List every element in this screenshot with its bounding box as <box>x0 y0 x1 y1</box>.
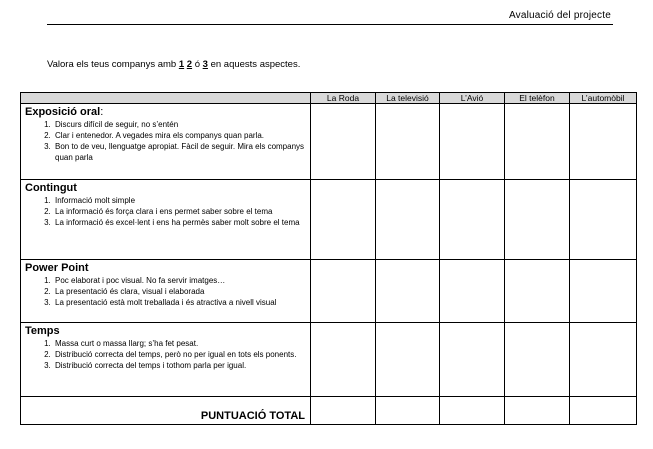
criterion-levels <box>25 338 306 371</box>
criterion-title-text: Exposició oral <box>25 106 101 118</box>
total-row <box>21 397 637 425</box>
total-score-cell[interactable] <box>440 397 505 425</box>
criterion-cell <box>21 180 311 260</box>
total-score-cell[interactable] <box>570 397 637 425</box>
header-corner-cell <box>21 93 311 104</box>
score-cell[interactable] <box>440 323 505 397</box>
level-item: 2. La presentació és clara, visual i elaborada <box>53 286 306 297</box>
score-separator: ó <box>192 59 203 70</box>
level-item: 3. Distribució correcta del temps i tothom parla per igual. <box>53 360 306 371</box>
score-option-2: 2 <box>186 59 193 70</box>
score-cell[interactable] <box>311 260 376 323</box>
score-cell[interactable] <box>376 104 440 180</box>
score-cell[interactable] <box>376 260 440 323</box>
level-item: 2. Clar i entenedor. A vegades mira els companys quan parla. <box>53 130 306 141</box>
column-header-la-roda: La Roda <box>311 93 376 104</box>
score-option-1: 1 <box>178 59 185 70</box>
criterion-row-temps <box>21 323 637 397</box>
score-cell[interactable] <box>570 323 637 397</box>
criterion-cell <box>21 104 311 180</box>
table-header-row <box>21 93 637 104</box>
column-header-lautomobil: L’automòbil <box>570 93 637 104</box>
criterion-levels <box>25 195 306 228</box>
score-cell[interactable] <box>570 104 637 180</box>
criterion-title-suffix: : <box>100 106 104 118</box>
score-cell[interactable] <box>311 104 376 180</box>
column-header-el-telefon: El telèfon <box>505 93 570 104</box>
criterion-row-exposicio-oral <box>21 104 637 180</box>
score-cell[interactable] <box>311 180 376 260</box>
criterion-title-text: Temps <box>25 325 60 337</box>
criterion-row-power-point <box>21 260 637 323</box>
score-cell[interactable] <box>440 260 505 323</box>
score-cell[interactable] <box>376 180 440 260</box>
level-item: 2. Distribució correcta del temps, però no per igual en tots els ponents. <box>53 349 306 360</box>
criterion-title <box>25 182 306 194</box>
score-cell[interactable] <box>570 180 637 260</box>
level-item: 1. Discurs difícil de seguir, no s’entén <box>53 119 306 130</box>
criterion-cell <box>21 260 311 323</box>
document-header-title: Avaluació del projecte <box>508 10 611 21</box>
score-cell[interactable] <box>311 323 376 397</box>
score-cell[interactable] <box>505 104 570 180</box>
score-cell[interactable] <box>440 180 505 260</box>
total-score-cell[interactable] <box>505 397 570 425</box>
level-item: 1. Informació molt simple <box>53 195 306 206</box>
criterion-levels <box>25 119 306 163</box>
level-item: 1. Poc elaborat i poc visual. No fa servir imatges… <box>53 275 306 286</box>
total-score-cell[interactable] <box>376 397 440 425</box>
instructions-suffix: en aquests aspectes. <box>207 59 301 70</box>
level-item: 3. La presentació està molt treballada i és atractiva a nivell visual <box>53 297 306 308</box>
instructions <box>47 59 300 70</box>
instructions-prefix: Valora els teus companys amb <box>47 59 179 70</box>
level-item: 3. La informació és excel·lent i ens ha permès saber molt sobre el tema <box>53 217 306 228</box>
total-score-cell[interactable] <box>311 397 376 425</box>
column-header-la-televisio: La televisió <box>376 93 440 104</box>
criterion-title <box>25 106 306 118</box>
criterion-title <box>25 262 306 274</box>
score-cell[interactable] <box>570 260 637 323</box>
score-cell[interactable] <box>505 323 570 397</box>
level-item: 3. Bon to de veu, llenguatge apropiat. Fàcil de seguir. Mira els companys quan parla <box>53 141 306 163</box>
criterion-levels <box>25 275 306 308</box>
criterion-row-contingut <box>21 180 637 260</box>
level-item: 2. La informació és força clara i ens permet saber sobre el tema <box>53 206 306 217</box>
criterion-title-text: Contingut <box>25 182 77 194</box>
score-cell[interactable] <box>440 104 505 180</box>
column-header-lavio: L’Avió <box>440 93 505 104</box>
score-cell[interactable] <box>505 260 570 323</box>
total-label: PUNTUACIÓ TOTAL <box>21 397 311 425</box>
score-cell[interactable] <box>505 180 570 260</box>
criterion-title-text: Power Point <box>25 262 89 274</box>
criterion-title <box>25 325 306 337</box>
header-divider <box>47 24 613 25</box>
criterion-cell <box>21 323 311 397</box>
score-cell[interactable] <box>376 323 440 397</box>
score-option-3: 3 <box>202 59 208 70</box>
evaluation-table <box>20 92 637 425</box>
level-item: 1. Massa curt o massa llarg; s’ha fet pesat. <box>53 338 306 349</box>
